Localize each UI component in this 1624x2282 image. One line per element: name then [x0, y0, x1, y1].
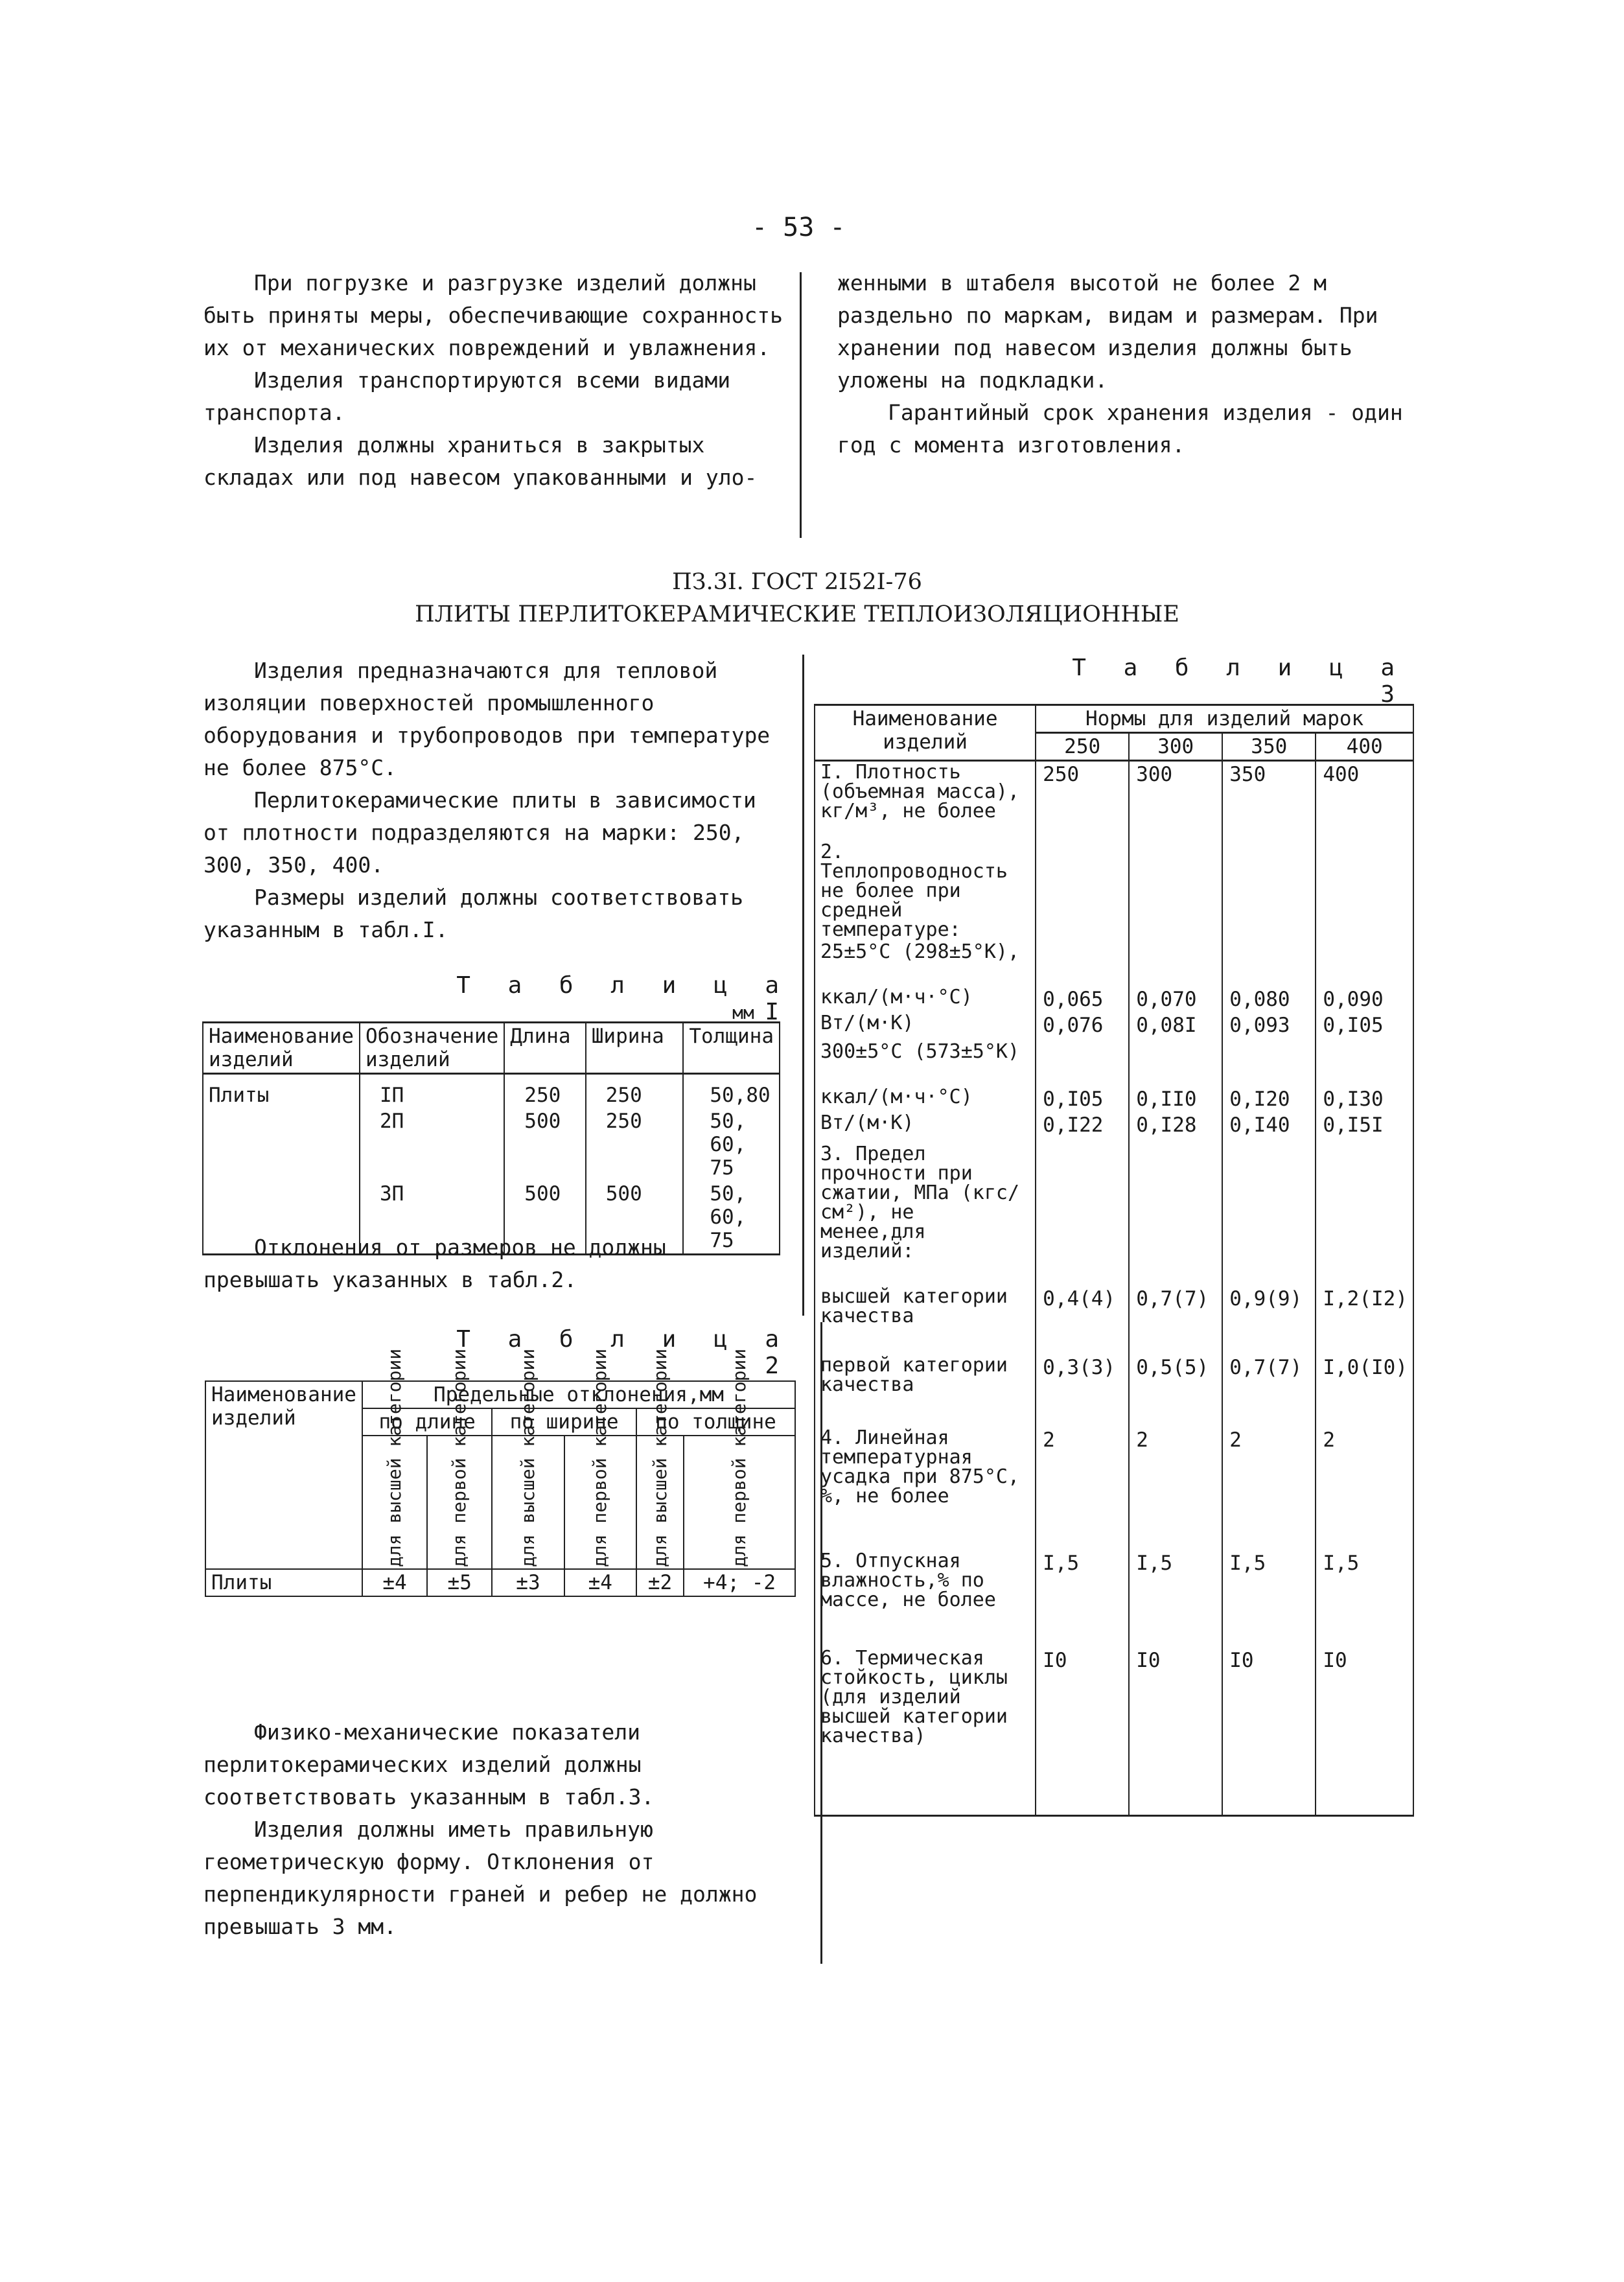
- cell: 0,090: [1316, 986, 1413, 1012]
- cell: ±4: [564, 1569, 636, 1596]
- row-label: высшей категории качества: [815, 1286, 1036, 1355]
- cell: [1129, 841, 1222, 941]
- paragraph: женными в штабеля высотой не более 2 м раздельно по маркам, видам и размерам. При хранении под навесом изделия должны быть уложены на подкладки.: [837, 270, 1378, 393]
- row-label: Вт/(м·К): [815, 1012, 1036, 1041]
- mark-header: 300: [1129, 733, 1222, 761]
- cell: [1316, 841, 1413, 941]
- cell: ±2: [636, 1569, 684, 1596]
- table-row: [815, 1086, 1413, 1112]
- row-label: Плиты: [205, 1569, 362, 1596]
- cell: 250: [586, 1074, 684, 1109]
- cell: 2: [1316, 1427, 1413, 1550]
- cell: [1316, 941, 1413, 986]
- after-table-2-text: [203, 1716, 787, 1943]
- cell: +4; -2: [684, 1569, 795, 1596]
- cell: 500: [586, 1181, 684, 1255]
- cell: I,5: [1036, 1550, 1129, 1647]
- cell: 250: [504, 1074, 585, 1109]
- table-row: [815, 1355, 1413, 1427]
- top-left-text: [203, 267, 787, 494]
- table-row: [815, 1427, 1413, 1550]
- row-label: I. Плотность (объемная масса), кг/м³, не более: [815, 761, 1036, 841]
- cell: [1222, 941, 1316, 986]
- paragraph: Изделия должны иметь правильную геометрическую форму. Отклонения от перпендикулярности граней и ребер не должно превышать 3 мм.: [203, 1817, 758, 1939]
- cell: [1129, 1143, 1222, 1286]
- cell: 0,I28: [1129, 1112, 1222, 1143]
- cell: 2: [1222, 1427, 1316, 1550]
- table-row: [815, 1550, 1413, 1647]
- column-divider: [802, 655, 804, 1316]
- heading-line-2: ПЛИТЫ ПЕРЛИТОКЕРАМИЧЕСКИЕ ТЕПЛОИЗОЛЯЦИОННЫЕ: [415, 601, 1179, 627]
- table-row: [815, 1112, 1413, 1143]
- cell: 2: [1036, 1427, 1129, 1550]
- table-header: Ширина: [586, 1023, 684, 1074]
- cell: I0: [1316, 1647, 1413, 1816]
- cell: 0,I05: [1316, 1012, 1413, 1041]
- mark-header: 250: [1036, 733, 1129, 761]
- table-row: [815, 1041, 1413, 1086]
- cell: 0,I30: [1316, 1086, 1413, 1112]
- paragraph: Изделия предназначаются для тепловой изоляции поверхностей промышленного оборудования и трубопроводов при температуре не более 875°С.: [203, 658, 771, 780]
- table-group-header: Нормы для изделий марок: [1036, 705, 1413, 733]
- row-label: первой категории качества: [815, 1355, 1036, 1427]
- row-label: 25±5°С (298±5°К),: [815, 941, 1036, 986]
- table-header: Длина: [504, 1023, 585, 1074]
- table-subheader: по длине: [362, 1408, 492, 1436]
- table-header: Обозначение изделий: [360, 1023, 504, 1074]
- paragraph: При погрузке и разгрузке изделий должны быть приняты меры, обеспечивающие сохранность их от механических повреждений и увлажнения.: [203, 270, 783, 360]
- cell: 0,7(7): [1129, 1286, 1222, 1355]
- table-1-unit: мм: [732, 1002, 754, 1023]
- table-row: [815, 1012, 1413, 1041]
- table-1-caption: Т а б л и ц а I: [456, 972, 791, 1025]
- cell: [1129, 1041, 1222, 1086]
- table-row: [203, 1074, 780, 1109]
- cell: [1222, 841, 1316, 941]
- cell: ±3: [492, 1569, 564, 1596]
- cell: 0,I40: [1222, 1112, 1316, 1143]
- cell: [1036, 1041, 1129, 1086]
- cell: 250: [1036, 761, 1129, 841]
- paragraph: Гарантийный срок хранения изделия - один год с момента изготовления.: [837, 400, 1403, 458]
- category-header: для высшей категории: [516, 1348, 539, 1567]
- table-row: [815, 1143, 1413, 1286]
- table-row: [205, 1569, 795, 1596]
- cell: [1036, 941, 1129, 986]
- cell: I0: [1129, 1647, 1222, 1816]
- paragraph: Изделия должны храниться в закрытых складах или под навесом упакованными и уло-: [203, 432, 758, 490]
- cell: 0,I22: [1036, 1112, 1129, 1143]
- row-label: 6. Термическая стойкость, циклы (для изделий высшей категории качества): [815, 1647, 1036, 1816]
- row-label: 300±5°С (573±5°К): [815, 1041, 1036, 1086]
- row-label: 2. Теплопроводность не более при средней температуре:: [815, 841, 1036, 941]
- category-header: для первой категории: [728, 1348, 750, 1567]
- cell: I,5: [1222, 1550, 1316, 1647]
- top-right-text: [837, 267, 1421, 461]
- cell: 0,093: [1222, 1012, 1316, 1041]
- table-row: [815, 986, 1413, 1012]
- table-row: [815, 761, 1413, 841]
- cell: 0,076: [1036, 1012, 1129, 1041]
- cell: [1316, 1143, 1413, 1286]
- cell: 0,070: [1129, 986, 1222, 1012]
- cell: 350: [1222, 761, 1316, 841]
- cell: I0: [1036, 1647, 1129, 1816]
- cell: 3П: [360, 1181, 504, 1255]
- column-divider: [800, 272, 802, 538]
- section-heading: [408, 569, 1186, 627]
- cell: 50,80: [683, 1074, 780, 1109]
- mark-header: 350: [1222, 733, 1316, 761]
- cell: 0,08I: [1129, 1012, 1222, 1041]
- table-row: [815, 1286, 1413, 1355]
- table-row: [203, 1108, 780, 1181]
- row-label: 4. Линейная температурная усадка при 875°С, %, не более: [815, 1427, 1036, 1550]
- cell: 0,4(4): [1036, 1286, 1129, 1355]
- page-number: - 53 -: [752, 213, 846, 242]
- category-header: для высшей категории: [384, 1348, 406, 1567]
- cell: 400: [1316, 761, 1413, 841]
- table-header: Наименование изделий: [205, 1381, 362, 1569]
- table-header: Наименование изделий: [203, 1023, 360, 1074]
- body-left-text: [203, 655, 787, 946]
- cell: I,5: [1129, 1550, 1222, 1647]
- table-3-caption: Т а б л и ц а 3: [1072, 655, 1406, 708]
- row-label: ккал/(м·ч·°С): [815, 986, 1036, 1012]
- cell: [1222, 1041, 1316, 1086]
- cell: 300: [1129, 761, 1222, 841]
- table-row: [815, 1647, 1413, 1816]
- cell: 0,7(7): [1222, 1355, 1316, 1427]
- row-label: 3. Предел прочности при сжатии, МПа (кгс/см²), не менее,для изделий:: [815, 1143, 1036, 1286]
- cell: [1129, 941, 1222, 986]
- row-label: ккал/(м·ч·°С): [815, 1086, 1036, 1112]
- cell: 0,3(3): [1036, 1355, 1129, 1427]
- cell: 0,080: [1222, 986, 1316, 1012]
- cell: I0: [1222, 1647, 1316, 1816]
- cell: 2П: [360, 1108, 504, 1181]
- table-3: [814, 704, 1414, 1817]
- cell: [1222, 1143, 1316, 1286]
- cell: IП: [360, 1074, 504, 1109]
- after-table-1-text: Отклонения от размеров не должны превышать указанных в табл.2.: [203, 1235, 666, 1292]
- row-label: 5. Отпускная влажность,% по массе, не более: [815, 1550, 1036, 1647]
- cell: 250: [586, 1108, 684, 1181]
- row-label: Вт/(м·К): [815, 1112, 1036, 1143]
- cell: 500: [504, 1108, 585, 1181]
- paragraph: Физико-механические показатели перлитокерамических изделий должны соответствовать указанным в табл.3.: [203, 1719, 655, 1810]
- cell: 50, 60, 75: [683, 1181, 780, 1255]
- cell: 0,I5I: [1316, 1112, 1413, 1143]
- cell: [1316, 1041, 1413, 1086]
- cell: [1036, 1143, 1129, 1286]
- table-row: [815, 941, 1413, 986]
- paragraph: Изделия транспортируются всеми видами транспорта.: [203, 367, 731, 425]
- table-1: [202, 1021, 780, 1255]
- table-subheader: по толщине: [636, 1408, 795, 1436]
- cell: 50, 60, 75: [683, 1108, 780, 1181]
- heading-line-1: ПЗ.3I. ГОСТ 2I52I-76: [672, 569, 922, 595]
- cell: 500: [504, 1181, 585, 1255]
- category-header: для высшей категории: [649, 1348, 671, 1567]
- table-2-caption: Т а б л и ц а 2: [456, 1326, 791, 1379]
- cell: 0,9(9): [1222, 1286, 1316, 1355]
- table-header: Толщина: [683, 1023, 780, 1074]
- cell: 2: [1129, 1427, 1222, 1550]
- cell: 0,5(5): [1129, 1355, 1222, 1427]
- cell: ±5: [427, 1569, 492, 1596]
- category-header: для первой категории: [589, 1348, 611, 1567]
- cell: 0,I05: [1036, 1086, 1129, 1112]
- cell: ±4: [362, 1569, 427, 1596]
- cell: [1036, 841, 1129, 941]
- category-header: для первой категории: [448, 1348, 470, 1567]
- paragraph: Перлитокерамические плиты в зависимости от плотности подразделяются на марки: 250, 300, 350, 400.: [203, 787, 756, 878]
- table-header: Наименование изделий: [815, 705, 1036, 761]
- cell: 0,065: [1036, 986, 1129, 1012]
- cell: I,2(I2): [1316, 1286, 1413, 1355]
- cell: I,5: [1316, 1550, 1413, 1647]
- cell: 0,I20: [1222, 1086, 1316, 1112]
- mark-header: 400: [1316, 733, 1413, 761]
- paragraph: Размеры изделий должны соответствовать указанным в табл.I.: [203, 885, 743, 942]
- table-subheader: по ширине: [492, 1408, 636, 1436]
- cell: 0,II0: [1129, 1086, 1222, 1112]
- product-cell: Плиты: [203, 1074, 360, 1109]
- table-row: [815, 841, 1413, 941]
- table-group-header: Предельные отклонения,мм: [362, 1381, 795, 1408]
- cell: I,0(I0): [1316, 1355, 1413, 1427]
